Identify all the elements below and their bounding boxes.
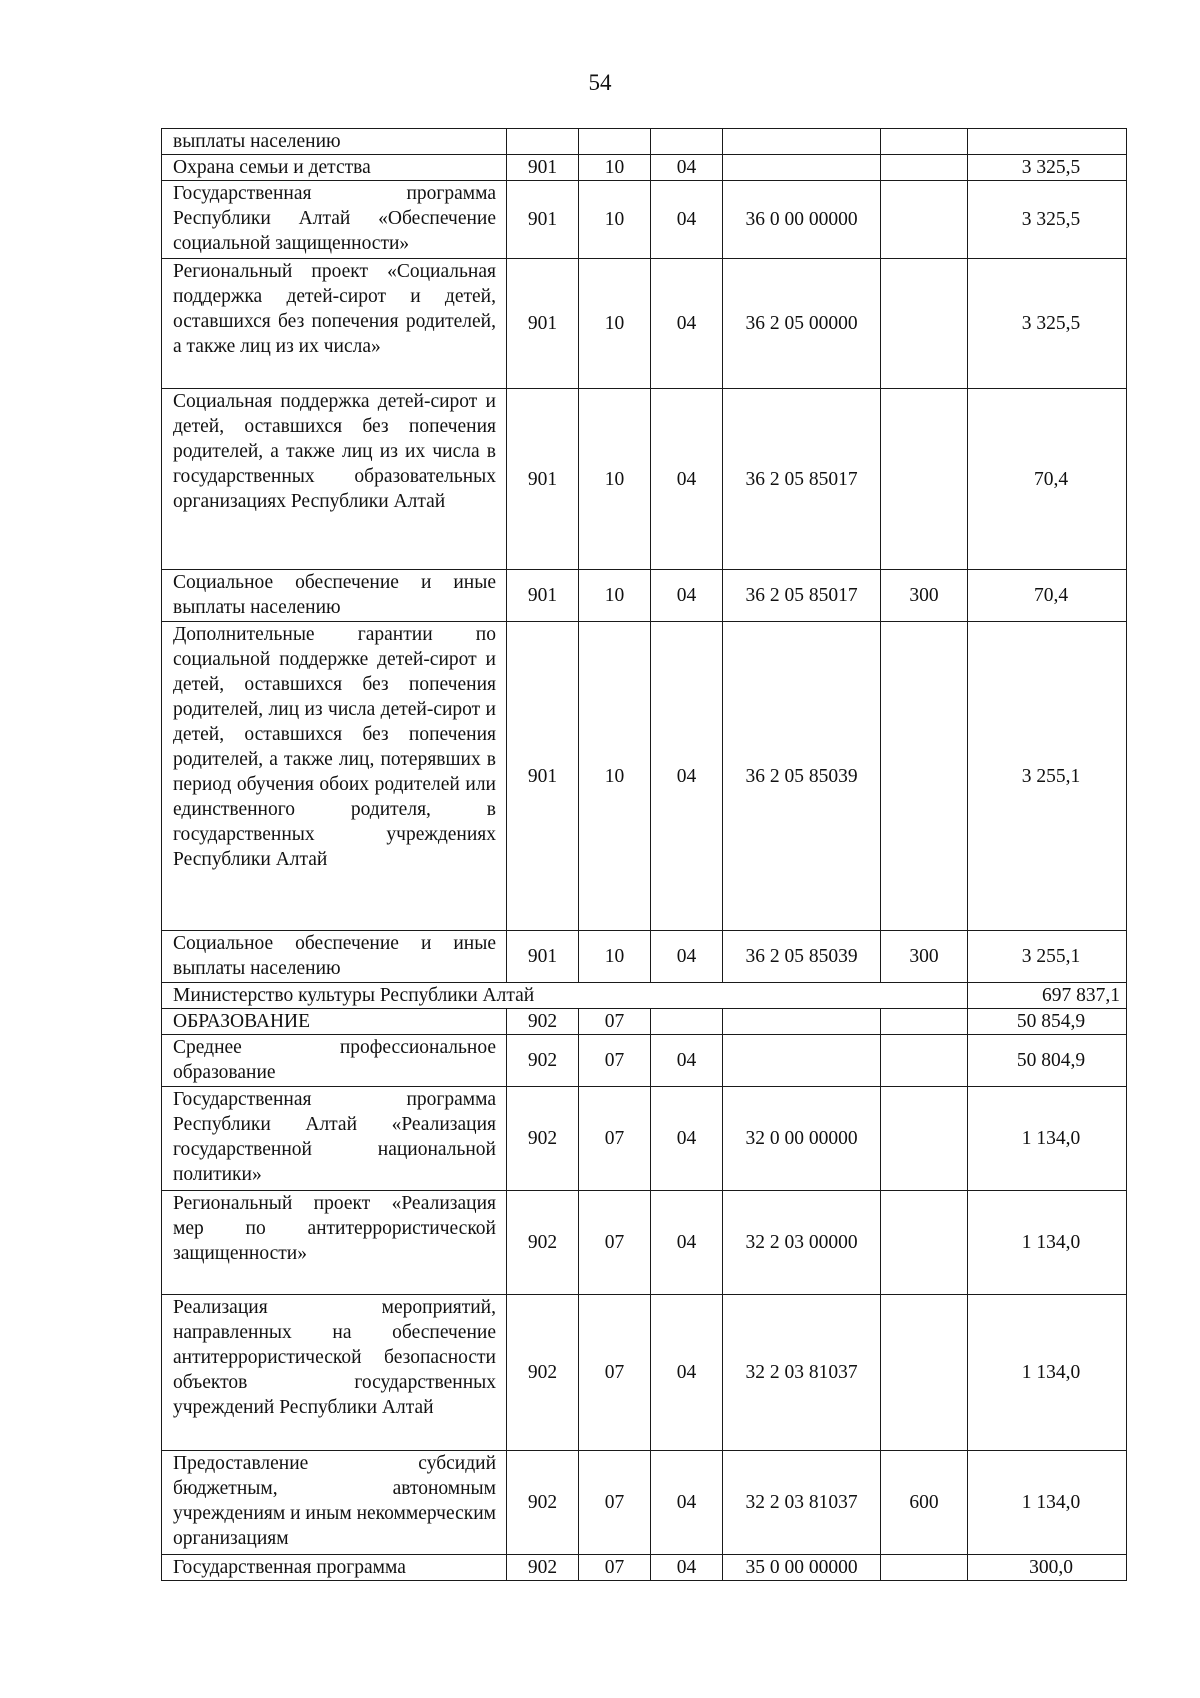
amount: 1 134,0 [968, 1191, 1127, 1295]
target-article-code: 32 2 03 00000 [723, 1191, 881, 1295]
expense-type-code [881, 259, 968, 389]
expense-type-code: 300 [881, 570, 968, 622]
row-name: Государственная программа Республики Алтай «Обеспечение социальной защищенности» [162, 181, 507, 259]
row-name: Среднее профессиональное образование [162, 1035, 507, 1087]
target-article-code: 36 2 05 85039 [723, 931, 881, 983]
amount: 3 255,1 [968, 622, 1127, 931]
budget-table [161, 128, 1127, 1581]
table-row [162, 155, 1127, 181]
amount: 1 134,0 [968, 1087, 1127, 1191]
ministry-total: 697 837,1 [968, 983, 1127, 1009]
subsection-code: 04 [651, 622, 723, 931]
expense-type-code: 300 [881, 931, 968, 983]
table-row [162, 389, 1127, 570]
section-code: 10 [579, 570, 651, 622]
table-row [162, 1555, 1127, 1581]
ministry-code: 902 [507, 1295, 579, 1451]
amount [968, 129, 1127, 155]
amount: 50 804,9 [968, 1035, 1127, 1087]
expense-type-code [881, 155, 968, 181]
target-article-code: 32 2 03 81037 [723, 1295, 881, 1451]
section-code: 07 [579, 1035, 651, 1087]
row-name: Региональный проект «Социальная поддержка детей-сирот и детей, оставшихся без попечения родителей, а также лиц из их числа» [162, 259, 507, 389]
ministry-row [162, 983, 1127, 1009]
subsection-code: 04 [651, 1191, 723, 1295]
target-article-code: 35 0 00 00000 [723, 1555, 881, 1581]
expense-type-code [881, 1087, 968, 1191]
ministry-code: 902 [507, 1191, 579, 1295]
expense-type-code: 600 [881, 1451, 968, 1555]
expense-type-code [881, 622, 968, 931]
section-code: 07 [579, 1009, 651, 1035]
amount: 3 325,5 [968, 181, 1127, 259]
ministry-code: 902 [507, 1555, 579, 1581]
target-article-code [723, 129, 881, 155]
subsection-code: 04 [651, 259, 723, 389]
amount: 70,4 [968, 570, 1127, 622]
expense-type-code [881, 1035, 968, 1087]
amount: 1 134,0 [968, 1295, 1127, 1451]
subsection-code: 04 [651, 1087, 723, 1191]
amount: 50 854,9 [968, 1009, 1127, 1035]
section-code: 07 [579, 1087, 651, 1191]
section-code: 10 [579, 259, 651, 389]
target-article-code: 36 2 05 85017 [723, 389, 881, 570]
subsection-code: 04 [651, 1035, 723, 1087]
table-row [162, 622, 1127, 931]
table-row [162, 129, 1127, 155]
section-code: 10 [579, 622, 651, 931]
row-name: Социальное обеспечение и иные выплаты населению [162, 931, 507, 983]
table-row [162, 181, 1127, 259]
table-row [162, 1295, 1127, 1451]
expense-type-code [881, 1009, 968, 1035]
expense-type-code [881, 1555, 968, 1581]
ministry-code: 901 [507, 622, 579, 931]
ministry-code: 901 [507, 931, 579, 983]
section-code: 10 [579, 181, 651, 259]
amount: 3 325,5 [968, 259, 1127, 389]
target-article-code [723, 155, 881, 181]
amount: 1 134,0 [968, 1451, 1127, 1555]
section-code: 10 [579, 155, 651, 181]
subsection-code: 04 [651, 389, 723, 570]
expense-type-code [881, 389, 968, 570]
target-article-code: 36 2 05 85017 [723, 570, 881, 622]
target-article-code [723, 1035, 881, 1087]
subsection-code: 04 [651, 155, 723, 181]
row-name: Предоставление субсидий бюджетным, автономным учреждениям и иным некоммерческим организациям [162, 1451, 507, 1555]
section-code: 07 [579, 1295, 651, 1451]
row-name: Охрана семьи и детства [162, 155, 507, 181]
subsection-code: 04 [651, 570, 723, 622]
expense-type-code [881, 129, 968, 155]
ministry-code: 902 [507, 1087, 579, 1191]
page-number: 54 [588, 70, 612, 95]
ministry-code: 901 [507, 259, 579, 389]
target-article-code [723, 1009, 881, 1035]
ministry-code: 901 [507, 155, 579, 181]
ministry-code: 901 [507, 181, 579, 259]
row-name: ОБРАЗОВАНИЕ [162, 1009, 507, 1035]
target-article-code: 36 2 05 00000 [723, 259, 881, 389]
row-name: выплаты населению [162, 129, 507, 155]
row-name: Социальное обеспечение и иные выплаты населению [162, 570, 507, 622]
ministry-code: 901 [507, 389, 579, 570]
subsection-code [651, 1009, 723, 1035]
ministry-code [507, 129, 579, 155]
ministry-code: 902 [507, 1035, 579, 1087]
expense-type-code [881, 181, 968, 259]
section-code: 10 [579, 389, 651, 570]
table-row [162, 1035, 1127, 1087]
section-code: 10 [579, 931, 651, 983]
table-row [162, 259, 1127, 389]
subsection-code: 04 [651, 1555, 723, 1581]
row-name: Региональный проект «Реализация мер по антитеррористической защищенности» [162, 1191, 507, 1295]
target-article-code: 32 2 03 81037 [723, 1451, 881, 1555]
subsection-code: 04 [651, 181, 723, 259]
ministry-code: 901 [507, 570, 579, 622]
row-name: Государственная программа Республики Алтай «Реализация государственной национальной политики» [162, 1087, 507, 1191]
ministry-code: 902 [507, 1009, 579, 1035]
target-article-code: 36 0 00 00000 [723, 181, 881, 259]
row-name: Социальная поддержка детей-сирот и детей, оставшихся без попечения родителей, а также лиц из их числа в государственных образовательных организациях Республики Алтай [162, 389, 507, 570]
amount: 3 325,5 [968, 155, 1127, 181]
ministry-code: 902 [507, 1451, 579, 1555]
section-code: 07 [579, 1191, 651, 1295]
table-row [162, 1451, 1127, 1555]
amount: 300,0 [968, 1555, 1127, 1581]
row-name: Государственная программа [162, 1555, 507, 1581]
section-code [579, 129, 651, 155]
ministry-name: Министерство культуры Республики Алтай [162, 983, 968, 1009]
table-row [162, 1191, 1127, 1295]
table-row [162, 1009, 1127, 1035]
table-row [162, 931, 1127, 983]
row-name: Реализация мероприятий, направленных на обеспечение антитеррористической безопасности объектов государственных учреждений Республики Алтай [162, 1295, 507, 1451]
row-name: Дополнительные гарантии по социальной поддержке детей-сирот и детей, оставшихся без попечения родителей, лиц из числа детей-сирот и детей, оставшихся без попечения родителей, а также лиц, потерявших в период обучения обоих родителей или единственного родителя, в государственных учреждениях Республики Алтай [162, 622, 507, 931]
amount: 70,4 [968, 389, 1127, 570]
subsection-code: 04 [651, 1295, 723, 1451]
table-row [162, 570, 1127, 622]
target-article-code: 32 0 00 00000 [723, 1087, 881, 1191]
subsection-code: 04 [651, 1451, 723, 1555]
subsection-code: 04 [651, 931, 723, 983]
section-code: 07 [579, 1555, 651, 1581]
amount: 3 255,1 [968, 931, 1127, 983]
table-row [162, 1087, 1127, 1191]
expense-type-code [881, 1295, 968, 1451]
expense-type-code [881, 1191, 968, 1295]
target-article-code: 36 2 05 85039 [723, 622, 881, 931]
subsection-code [651, 129, 723, 155]
section-code: 07 [579, 1451, 651, 1555]
